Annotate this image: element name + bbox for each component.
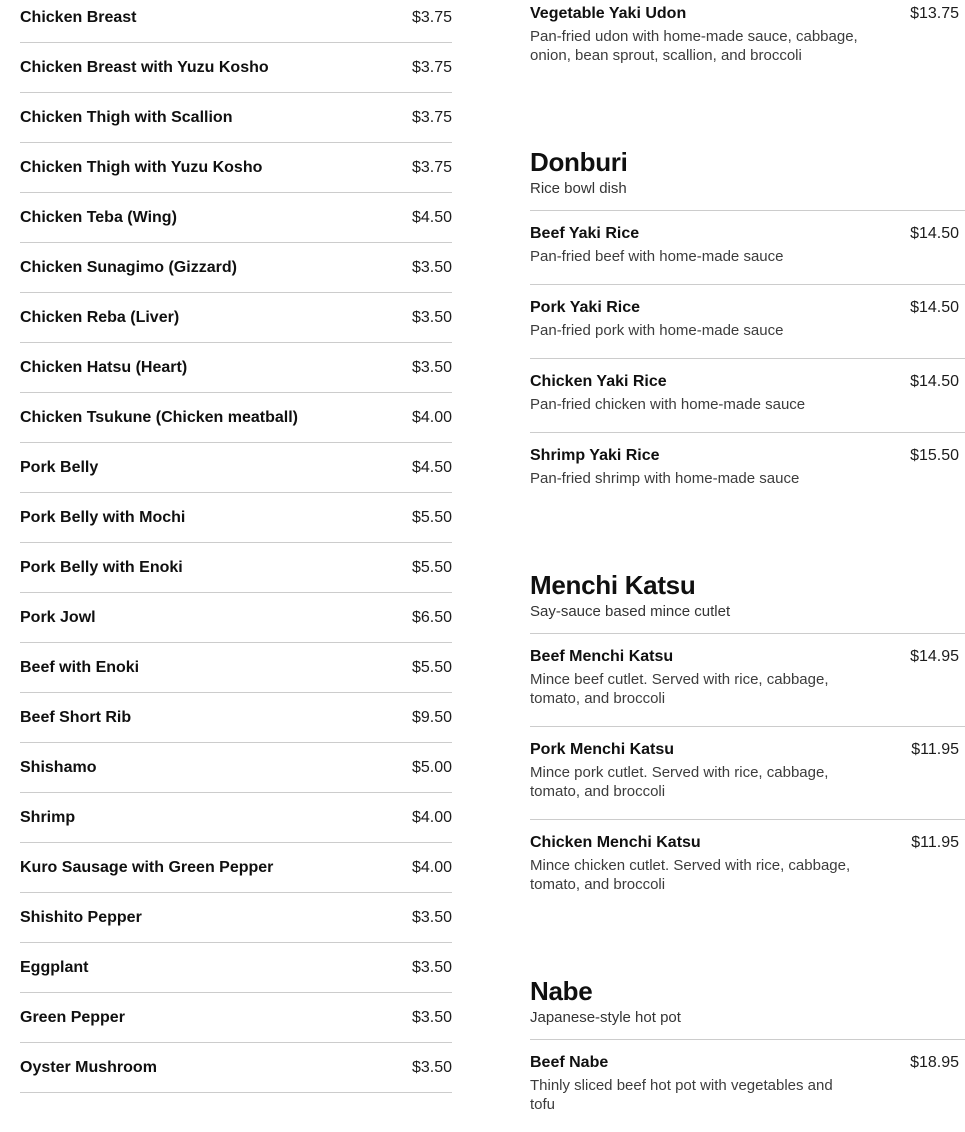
item-price: $3.75 [411,8,452,26]
section-items [530,1040,965,1132]
menu-item-header [530,297,965,319]
item-description: Mince beef cutlet. Served with rice, cabbage, tomato, and broccoli [530,671,829,707]
menu-item-header [530,371,965,393]
menu-row [20,193,452,243]
item-price: $3.50 [411,908,452,926]
item-price: $3.50 [411,1058,452,1076]
item-name: Pork Belly [20,458,99,476]
menu-row [20,443,452,493]
item-name: Chicken Breast with Yuzu Kosho [20,58,269,76]
menu-row [20,593,452,643]
menu-item [530,285,965,359]
menu-item-header [530,739,965,761]
item-price: $3.50 [411,958,452,976]
menu-item-header [530,1052,965,1074]
menu-item [530,820,965,912]
menu-row [20,693,452,743]
item-name: Beef Yaki Rice [530,225,640,242]
menu-item [530,211,965,285]
item-price: $5.50 [411,558,452,576]
section-items [530,211,965,506]
menu-row [20,143,452,193]
item-name: Pork Yaki Rice [530,299,640,316]
item-price: $9.50 [411,708,452,726]
item-name: Pork Belly with Mochi [20,508,186,526]
menu-item-header [530,223,965,245]
item-price: $3.50 [411,308,452,326]
item-description: Pan-fried pork with home-made sauce [530,322,784,339]
item-description: Pan-fried chicken with home-made sauce [530,396,806,413]
item-name: Kuro Sausage with Green Pepper [20,858,274,876]
item-name: Shishito Pepper [20,908,142,926]
section-subtitle: Say-sauce based mince cutlet [530,603,731,620]
menu-row [20,93,452,143]
item-price: $3.50 [411,358,452,376]
item-description: Pan-fried beef with home-made sauce [530,248,784,265]
item-price: $3.50 [411,1008,452,1026]
section-title: Menchi Katsu [530,570,696,600]
item-name: Chicken Tsukune (Chicken meatball) [20,408,298,426]
item-price: $5.50 [411,508,452,526]
item-price: $13.75 [910,5,959,22]
item-price: $4.00 [411,858,452,876]
item-name: Vegetable Yaki Udon [530,5,687,22]
menu-item-header [530,3,965,25]
item-description: Mince chicken cutlet. Served with rice, cabbage, tomato, and broccoli [530,857,851,893]
menu-column-left [20,0,452,1093]
item-price: $4.50 [411,208,452,226]
menu-row [20,843,452,893]
menu-section [530,147,965,506]
item-price: $14.50 [910,299,959,316]
item-description: Pan-fried shrimp with home-made sauce [530,470,800,487]
section-subtitle: Rice bowl dish [530,180,627,197]
section-subtitle: Japanese-style hot pot [530,1009,681,1026]
section-title: Nabe [530,976,593,1006]
item-name: Chicken Thigh with Yuzu Kosho [20,158,263,176]
item-name: Pork Belly with Enoki [20,558,183,576]
item-description: Mince pork cutlet. Served with rice, cabbage, tomato, and broccoli [530,764,829,800]
item-price: $4.00 [411,408,452,426]
menu-section [530,976,965,1132]
menu-section [530,570,965,912]
item-name: Chicken Hatsu (Heart) [20,358,188,376]
item-name: Chicken Thigh with Scallion [20,108,233,126]
item-price: $3.50 [411,258,452,276]
item-name: Eggplant [20,958,89,976]
item-price: $14.95 [910,648,959,665]
item-name: Chicken Reba (Liver) [20,308,180,326]
item-name: Chicken Menchi Katsu [530,834,701,851]
item-name: Oyster Mushroom [20,1058,157,1076]
item-name: Beef Menchi Katsu [530,648,674,665]
item-price: $11.95 [911,741,959,758]
menu-row [20,43,452,93]
item-price: $15.50 [910,447,959,464]
menu-row [20,493,452,543]
menu-row [20,943,452,993]
menu-row [20,343,452,393]
menu-item [530,1040,965,1132]
menu-item [530,433,965,506]
item-name: Chicken Breast [20,8,137,26]
item-name: Pork Jowl [20,608,96,626]
item-price: $3.75 [411,158,452,176]
section-items [530,634,965,912]
menu-row [20,243,452,293]
item-price: $3.75 [411,108,452,126]
item-description: Thinly sliced beef hot pot with vegetables and tofu [530,1077,833,1113]
item-name: Shrimp [20,808,76,826]
menu-item-header [530,646,965,668]
menu-row [20,993,452,1043]
section-title: Donburi [530,147,628,177]
item-name: Chicken Sunagimo (Gizzard) [20,258,237,276]
item-name: Green Pepper [20,1008,125,1026]
item-description: Pan-fried udon with home-made sauce, cabbage, onion, bean sprout, scallion, and broccoli [530,28,858,64]
item-name: Pork Menchi Katsu [530,741,675,758]
menu-row [20,543,452,593]
menu-item-header [530,832,965,854]
item-name: Shishamo [20,758,97,776]
menu-item [530,0,965,83]
menu-row [20,0,452,43]
menu-item [530,634,965,727]
menu-row [20,793,452,843]
item-price: $14.50 [910,373,959,390]
item-price: $4.00 [411,808,452,826]
item-name: Beef Nabe [530,1054,609,1071]
menu-row [20,893,452,943]
item-name: Beef with Enoki [20,658,140,676]
item-price: $14.50 [910,225,959,242]
item-price: $5.50 [411,658,452,676]
item-name: Chicken Yaki Rice [530,373,667,390]
menu-row [20,643,452,693]
menu-column-right [530,0,965,1132]
item-price: $4.50 [411,458,452,476]
item-price: $11.95 [911,834,959,851]
item-price: $3.75 [411,58,452,76]
item-name: Chicken Teba (Wing) [20,208,177,226]
menu-item [530,359,965,433]
menu-row [20,393,452,443]
item-name: Shrimp Yaki Rice [530,447,660,464]
item-price: $5.00 [411,758,452,776]
item-name: Beef Short Rib [20,708,132,726]
menu-item [530,727,965,820]
menu-row [20,293,452,343]
menu-item-header [530,445,965,467]
item-price: $18.95 [910,1054,959,1071]
item-price: $6.50 [411,608,452,626]
menu-row [20,1043,452,1093]
menu-row [20,743,452,793]
